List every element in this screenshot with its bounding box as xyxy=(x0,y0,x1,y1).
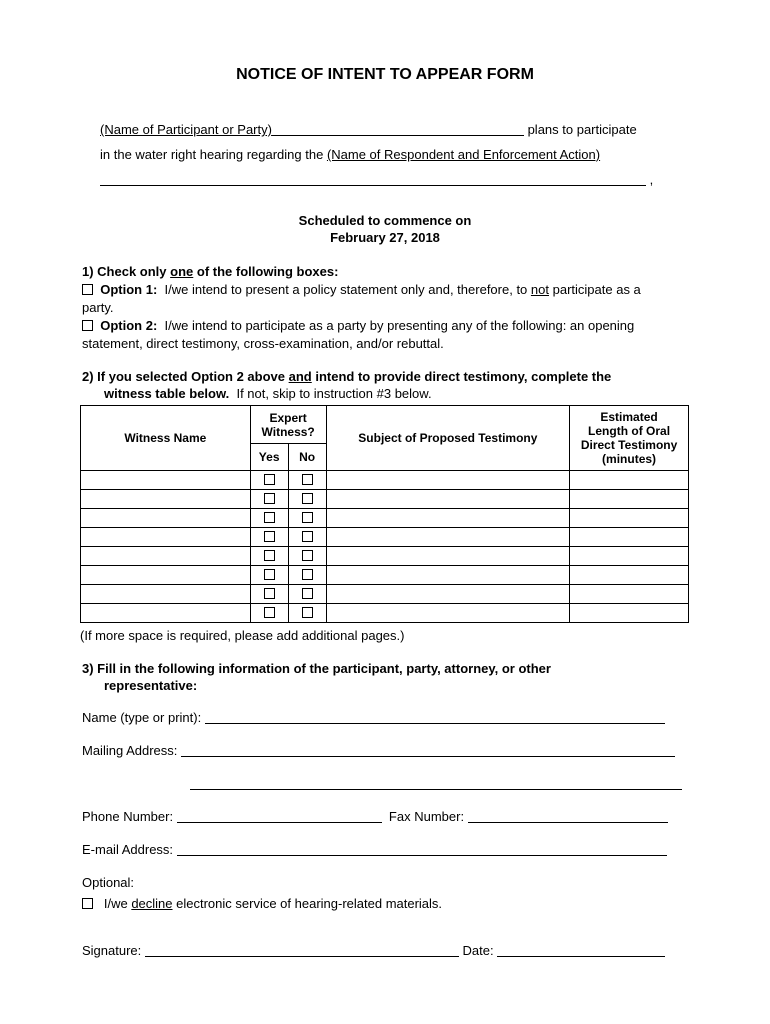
subject-cell[interactable] xyxy=(326,566,570,585)
email-field[interactable] xyxy=(177,843,667,856)
option-2-line xyxy=(82,318,634,333)
option-2-text-line-2: statement, direct testimony, cross-examination, and/or rebuttal. xyxy=(82,336,444,351)
section-2-line-2 xyxy=(104,386,432,401)
length-cell[interactable] xyxy=(570,509,689,528)
witness-table-row xyxy=(81,585,689,604)
expert-no-checkbox[interactable] xyxy=(302,493,313,504)
col-expert-witness xyxy=(250,406,326,444)
col-expert-line-1: Expert xyxy=(269,410,307,425)
expert-no-cell xyxy=(288,471,326,490)
col-length xyxy=(570,406,689,471)
expert-yes-checkbox[interactable] xyxy=(264,493,275,504)
phone-label: Phone Number: xyxy=(82,809,174,824)
respondent-action-field[interactable] xyxy=(100,173,646,186)
expert-yes-cell xyxy=(250,585,288,604)
signature-label: Signature: xyxy=(82,943,142,958)
witness-table-row xyxy=(81,547,689,566)
section-2-heading-suffix: intend to provide direct testimony, complete the xyxy=(315,369,612,384)
expert-no-checkbox[interactable] xyxy=(302,569,313,580)
expert-yes-checkbox[interactable] xyxy=(264,512,275,523)
mailing-address-field-2[interactable] xyxy=(190,777,682,790)
witness-table-row xyxy=(81,509,689,528)
phone-field[interactable] xyxy=(177,810,382,823)
option-2-text: I/we intend to participate as a party by presenting any of the following: an opening xyxy=(164,318,635,333)
witness-table xyxy=(80,405,689,623)
section-3-heading-line-2: representative: xyxy=(104,678,198,693)
section-2-line-2-rest: If not, skip to instruction #3 below. xyxy=(236,386,432,401)
option-1-label: Option 1: xyxy=(100,282,158,297)
fax-field[interactable] xyxy=(468,810,668,823)
subject-cell[interactable] xyxy=(326,509,570,528)
length-cell[interactable] xyxy=(570,604,689,623)
expert-yes-checkbox[interactable] xyxy=(264,474,275,485)
expert-no-checkbox[interactable] xyxy=(302,588,313,599)
witness-name-cell[interactable] xyxy=(81,604,251,623)
subject-cell[interactable] xyxy=(326,585,570,604)
expert-no-cell xyxy=(288,566,326,585)
hearing-text: in the water right hearing regarding the xyxy=(100,147,324,162)
table-note: (If more space is required, please add additional pages.) xyxy=(80,628,405,643)
intro-line-3 xyxy=(100,172,653,187)
col-length-line-2: Length of Oral xyxy=(588,424,671,438)
decline-prefix: I/we xyxy=(103,896,128,911)
col-witness-name: Witness Name xyxy=(81,406,251,471)
expert-no-checkbox[interactable] xyxy=(302,550,313,561)
expert-yes-cell xyxy=(250,509,288,528)
expert-yes-checkbox[interactable] xyxy=(264,531,275,542)
expert-no-cell xyxy=(288,490,326,509)
option-1-checkbox[interactable] xyxy=(82,284,93,295)
schedule-date: February 27, 2018 xyxy=(330,230,440,245)
option-1-text-end: participate as a xyxy=(552,282,641,297)
witness-name-cell[interactable] xyxy=(81,528,251,547)
expert-yes-checkbox[interactable] xyxy=(264,569,275,580)
plans-text: plans to participate xyxy=(527,122,637,137)
optional-label: Optional: xyxy=(82,875,135,890)
col-no: No xyxy=(288,444,326,471)
signature-row xyxy=(82,943,665,958)
mailing-row xyxy=(82,743,675,758)
section-1-heading xyxy=(82,264,338,279)
col-yes: Yes xyxy=(250,444,288,471)
expert-yes-checkbox[interactable] xyxy=(264,607,275,618)
participant-name-label: (Name of Participant or Party) xyxy=(100,122,272,137)
name-label: Name (type or print): xyxy=(82,710,202,725)
option-2-checkbox[interactable] xyxy=(82,320,93,331)
witness-rows xyxy=(81,471,689,623)
mailing-address-field[interactable] xyxy=(181,744,675,757)
schedule-line-1: Scheduled to commence on xyxy=(298,213,472,228)
date-label: Date: xyxy=(462,943,494,958)
length-cell[interactable] xyxy=(570,528,689,547)
option-1-party: party. xyxy=(82,300,114,315)
mailing-label: Mailing Address: xyxy=(82,743,178,758)
decline-word: decline xyxy=(131,896,173,911)
witness-table-row xyxy=(81,528,689,547)
section-2-heading xyxy=(82,369,611,384)
mailing-row-2 xyxy=(190,776,682,791)
length-cell[interactable] xyxy=(570,547,689,566)
col-length-line-3: Direct Testimony xyxy=(580,438,678,452)
expert-no-checkbox[interactable] xyxy=(302,474,313,485)
subject-cell[interactable] xyxy=(326,604,570,623)
option-1-not: not xyxy=(530,282,549,297)
witness-name-cell[interactable] xyxy=(81,547,251,566)
witness-name-cell[interactable] xyxy=(81,509,251,528)
witness-table-row xyxy=(81,604,689,623)
option-2-label: Option 2: xyxy=(100,318,158,333)
witness-name-cell[interactable] xyxy=(81,566,251,585)
expert-yes-cell xyxy=(250,547,288,566)
expert-yes-cell xyxy=(250,490,288,509)
length-cell[interactable] xyxy=(570,490,689,509)
section-3-heading: 3) Fill in the following information of the participant, party, attorney, or other xyxy=(82,661,551,676)
intro-line-2 xyxy=(100,147,600,162)
expert-yes-cell xyxy=(250,471,288,490)
expert-yes-checkbox[interactable] xyxy=(264,588,275,599)
expert-yes-cell xyxy=(250,604,288,623)
expert-no-checkbox[interactable] xyxy=(302,512,313,523)
subject-cell[interactable] xyxy=(326,547,570,566)
section-2-line-2-bold: witness table below. xyxy=(104,386,230,401)
decline-suffix: electronic service of hearing-related materials. xyxy=(176,896,443,911)
expert-no-cell xyxy=(288,547,326,566)
col-subject: Subject of Proposed Testimony xyxy=(326,406,570,471)
witness-name-cell[interactable] xyxy=(81,471,251,490)
expert-no-cell xyxy=(288,604,326,623)
witness-table-row xyxy=(81,490,689,509)
section-2-heading-and: and xyxy=(288,369,312,384)
signature-field[interactable] xyxy=(145,944,459,957)
witness-table-row xyxy=(81,471,689,490)
expert-yes-cell xyxy=(250,528,288,547)
section-1-heading-suffix: of the following boxes: xyxy=(196,264,339,279)
page-title: NOTICE OF INTENT TO APPEAR FORM xyxy=(236,66,534,83)
witness-table-row xyxy=(81,566,689,585)
phone-fax-row xyxy=(82,809,668,824)
expert-no-cell xyxy=(288,528,326,547)
fax-label: Fax Number: xyxy=(388,809,465,824)
expert-yes-cell xyxy=(250,566,288,585)
section-1-heading-one: one xyxy=(170,264,194,279)
expert-no-cell xyxy=(288,509,326,528)
expert-no-checkbox[interactable] xyxy=(302,607,313,618)
decline-checkbox[interactable] xyxy=(82,898,93,909)
option-1-text: I/we intend to present a policy statement only and, therefore, to xyxy=(164,282,528,297)
witness-name-cell[interactable] xyxy=(81,490,251,509)
subject-cell[interactable] xyxy=(326,490,570,509)
respondent-label: (Name of Respondent and Enforcement Action) xyxy=(326,147,601,162)
name-row xyxy=(82,710,665,725)
length-cell[interactable] xyxy=(570,471,689,490)
subject-cell[interactable] xyxy=(326,471,570,490)
length-cell[interactable] xyxy=(570,566,689,585)
length-cell[interactable] xyxy=(570,585,689,604)
section-1-heading-prefix: 1) Check only xyxy=(82,264,167,279)
date-field[interactable] xyxy=(497,944,665,957)
decline-row xyxy=(82,896,442,911)
email-label: E-mail Address: xyxy=(82,842,174,857)
participant-name-field[interactable] xyxy=(272,123,524,136)
option-1-line xyxy=(82,282,641,297)
subject-cell[interactable] xyxy=(326,528,570,547)
expert-yes-checkbox[interactable] xyxy=(264,550,275,561)
line-end-comma: , xyxy=(649,172,654,187)
col-length-line-4: (minutes) xyxy=(602,452,657,466)
name-field[interactable] xyxy=(205,711,665,724)
witness-name-cell[interactable] xyxy=(81,585,251,604)
email-row xyxy=(82,842,667,857)
section-2-heading-prefix: 2) If you selected Option 2 above xyxy=(82,369,285,384)
expert-no-checkbox[interactable] xyxy=(302,531,313,542)
expert-no-cell xyxy=(288,585,326,604)
col-expert-line-2: Witness? xyxy=(261,424,315,439)
intro-line-1 xyxy=(100,122,637,137)
col-length-line-1: Estimated xyxy=(600,410,658,424)
